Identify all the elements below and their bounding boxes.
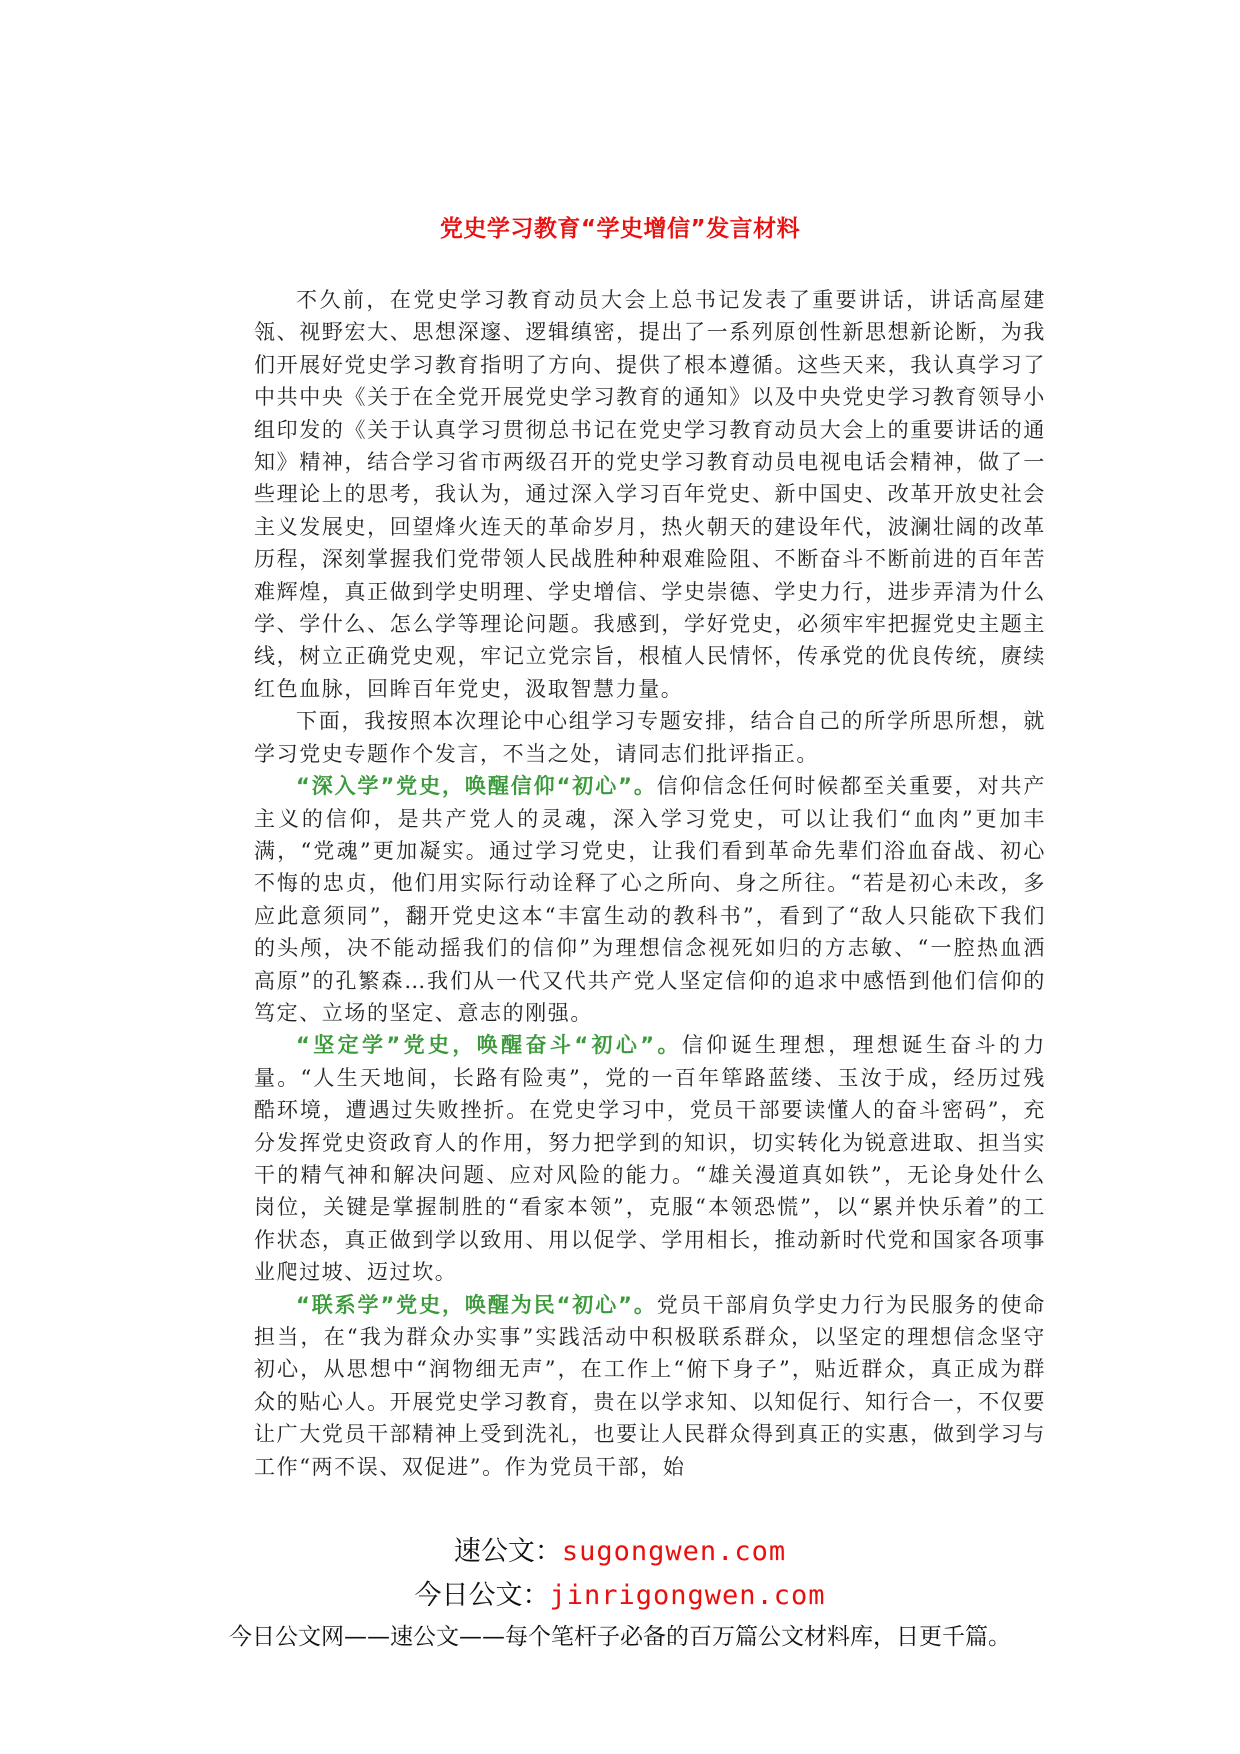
footer-sugongwen (0, 1529, 1240, 1568)
footer-link-sugongwen[interactable]: sugongwen.com (561, 1536, 787, 1567)
document-body (254, 284, 1046, 1483)
section-heading: “联系学”党史，唤醒为民“初心”。 (296, 1292, 657, 1317)
paragraph-text: 党员干部肩负学史力行为民服务的使命担当，在“我为群众办实事”实践活动中积极联系群众，以坚定的理想信念坚守初心，从思想中“润物细无声”，在工作上“俯下身子”，贴近群众，真正成为群众的贴心人。开展党史学习教育，贵在以学求知、以知促行、知行合一，不仅要让广大党员干部精神上受到洗礼，也要让人民群众得到真正的实惠，做到学习与工作“两不误、双促进”。作为党员干部，始 (254, 1292, 1047, 1479)
paragraph (254, 1289, 1046, 1483)
document-title: 党史学习教育“学史增信”发言材料 (439, 216, 801, 242)
paragraph (254, 284, 1046, 705)
paragraph (254, 1029, 1046, 1288)
footer-link-jinrigongwen[interactable]: jinrigongwen.com (549, 1580, 826, 1611)
footer-jinrigongwen (0, 1573, 1240, 1612)
paragraph (254, 705, 1046, 770)
footer-label: 今日公文： (414, 1580, 550, 1611)
section-heading: “深入学”党史，唤醒信仰“初心”。 (296, 774, 657, 799)
footer-slogan: 今日公文网——速公文——每个笔杆子必备的百万篇公文材料库，日更千篇。 (229, 1624, 1011, 1650)
section-heading: “坚定学”党史，唤醒奋斗“初心”。 (296, 1033, 682, 1058)
paragraph-text: 信仰信念任何时候都至关重要，对共产主义的信仰，是共产党人的灵魂，深入学习党史，可以让我们“血肉”更加丰满，“党魂”更加凝实。通过学习党史，让我们看到革命先辈们浴血奋战、初心不悔的忠贞，他们用实际行动诠释了心之所向、身之所往。“若是初心未改，多应此意须同”，翻开党史这本“丰富生动的教科书”，看到了“敌人只能砍下我们的头颅，决不能动摇我们的信仰”为理想信念视死如归的方志敏、“一腔热血洒高原”的孔繁森…我们从一代又代共产党人坚定信仰的追求中感悟到他们信仰的笃定、立场的坚定、意志的刚强。 (254, 774, 1047, 1025)
paragraph-text: 信仰诞生理想，理想诞生奋斗的力量。“人生天地间，长路有险夷”，党的一百年筚路蓝缕、玉汝于成，经历过残酷环境，遭遇过失败挫折。在党史学习中，党员干部要读懂人的奋斗密码”，充分发挥党史资政育人的作用，努力把学到的知识，切实转化为锐意进取、担当实干的精气神和解决问题、应对风险的能力。“雄关漫道真如铁”，无论身处什么岗位，关键是掌握制胜的“看家本领”，克服“本领恐慌”，以“累并快乐着”的工作状态，真正做到学以致用、用以促学、学用相长，推动新时代党和国家各项事业爬过坡、迈过坎。 (254, 1033, 1047, 1285)
footer-label: 速公文： (453, 1536, 562, 1567)
paragraph (254, 770, 1046, 1029)
paragraph-text: 下面，我按照本次理论中心组学习专题安排，结合自己的所学所思所想，就学习党史专题作个发言，不当之处，请同志们批评指正。 (254, 709, 1046, 766)
paragraph-text: 不久前，在党史学习教育动员大会上总书记发表了重要讲话，讲话高屋建瓴、视野宏大、思想深邃、逻辑缜密，提出了一系列原创性新思想新论断，为我们开展好党史学习教育指明了方向、提供了根本遵循。这些天来，我认真学习了中共中央《关于在全党开展党史学习教育的通知》以及中央党史学习教育领导小组印发的《关于认真学习贯彻总书记在党史学习教育动员大会上的重要讲话的通知》精神，结合学习省市两级召开的党史学习教育动员电视电话会精神，做了一些理论上的思考，我认为，通过深入学习百年党史、新中国史、改革开放史社会主义发展史，回望烽火连天的革命岁月，热火朝天的建设年代，波澜壮阔的改革历程，深刻掌握我们党带领人民战胜种种艰难险阻、不断奋斗不断前进的百年苦难辉煌，真正做到学史明理、学史增信、学史崇德、学史力行，进步弄清为什么学、学什么、怎么学等理论问题。我感到，学好党史，必须牢牢把握党史主题主线，树立正确党史观，牢记立党宗旨，根植人民情怀，传承党的优良传统，赓续红色血脉，回眸百年党史，汲取智慧力量。 (254, 288, 1046, 701)
